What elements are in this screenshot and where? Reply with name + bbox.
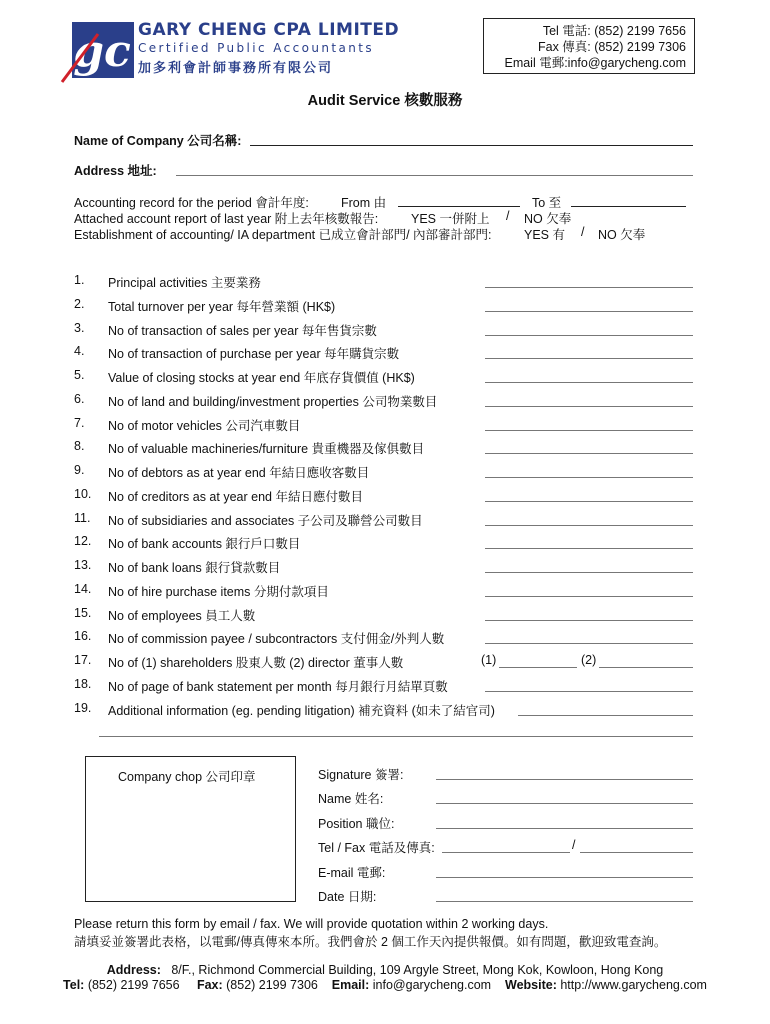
question-text: No of (1) shareholders 股東人數 (2) director 董事人數: [108, 656, 404, 670]
gc-logo-icon: [58, 18, 138, 84]
question-answer-field[interactable]: [485, 620, 693, 621]
signature-field-input[interactable]: [436, 779, 693, 780]
attached-yes-option[interactable]: YES 一併附上: [411, 212, 490, 226]
question-answer-field[interactable]: [485, 548, 693, 549]
question-text: No of subsidiaries and associates 子公司及聯營公司數目: [108, 514, 423, 528]
footer-email-value[interactable]: info@garycheng.com: [372, 978, 492, 992]
brand-block: [138, 20, 400, 76]
return-note-cn: 請填妥並簽署此表格，以電郵/傳真傳來本所。我們會於 2 個工作天內提供報價。如有問題，歡迎致電查詢。: [74, 935, 667, 949]
footer-contacts: [0, 978, 770, 992]
question-answer-field[interactable]: [518, 715, 693, 716]
question-text: No of hire purchase items 分期付款項目: [108, 585, 329, 599]
company-chop-box[interactable]: [85, 756, 296, 902]
question-number: 1.: [74, 273, 85, 287]
question-number: 11.: [74, 511, 91, 525]
question-answer-field[interactable]: [485, 358, 693, 359]
signature-field-label: Tel / Fax 電話及傳真:: [318, 841, 435, 855]
question-answer-field[interactable]: [485, 572, 693, 573]
period-from-field[interactable]: [398, 206, 520, 207]
company-name-en: GARY CHENG CPA LIMITED: [138, 20, 400, 40]
question-text: No of valuable machineries/furniture 貴重機器及傢俱數目: [108, 442, 425, 456]
address-label: Address 地址:: [74, 164, 157, 178]
signature-field-label: Signature 簽署:: [318, 768, 404, 782]
question-text: No of bank loans 銀行貸款數目: [108, 561, 281, 575]
attached-no-option[interactable]: NO 欠奉: [524, 212, 572, 226]
question-text: No of motor vehicles 公司汽車數目: [108, 419, 301, 433]
signature-field-label: Position 職位:: [318, 817, 395, 831]
question-text: No of transaction of purchase per year 每年購貨宗數: [108, 347, 400, 361]
section-divider: [99, 736, 693, 737]
question-text: No of debtors as at year end 年結日應收客數目: [108, 466, 370, 480]
question-number: 8.: [74, 439, 85, 453]
contact-box: [483, 18, 695, 74]
q17-directors-field[interactable]: [599, 667, 693, 668]
footer-address-label: Address:: [106, 963, 161, 977]
signature-field-input[interactable]: [436, 803, 693, 804]
question-text: No of commission payee / subcontractors 支付佣金/外判人數: [108, 632, 445, 646]
question-number: 7.: [74, 416, 85, 430]
question-text: Additional information (eg. pending litigation) 補充資料 (如未了結官司): [108, 704, 495, 718]
footer-tel-label: Tel:: [63, 978, 85, 992]
question-number: 13.: [74, 558, 92, 572]
question-number: 18.: [74, 677, 92, 691]
question-answer-field[interactable]: [485, 453, 693, 454]
question-text: No of bank accounts 銀行戶口數目: [108, 537, 301, 551]
signature-field-input[interactable]: [436, 828, 693, 829]
question-answer-field[interactable]: [485, 287, 693, 288]
signature-field-label: Name 姓名:: [318, 792, 384, 806]
question-number: 3.: [74, 321, 85, 335]
contact-fax: Fax 傳真: (852) 2199 7306: [538, 40, 686, 54]
question-text: Value of closing stocks at year end 年底存貨價值 (HK$): [108, 371, 415, 385]
attached-slash: /: [506, 209, 510, 223]
from-label: From 由: [341, 196, 387, 210]
question-answer-field[interactable]: [485, 501, 693, 502]
question-answer-field[interactable]: [485, 525, 693, 526]
establishment-no-option[interactable]: NO 欠奉: [598, 228, 646, 242]
svg-text:gc: gc: [73, 26, 131, 77]
establishment-yes-option[interactable]: YES 有: [524, 228, 565, 242]
question-number: 19.: [74, 701, 92, 715]
address-field[interactable]: [176, 175, 693, 176]
question-answer-field[interactable]: [485, 643, 693, 644]
footer-fax-label: Fax:: [196, 978, 223, 992]
question-number: 2.: [74, 297, 85, 311]
company-name-label: Name of Company 公司名稱:: [74, 134, 242, 148]
question-number: 15.: [74, 606, 92, 620]
question-text: No of transaction of sales per year 每年售貨宗數: [108, 324, 377, 338]
question-text: Principal activities 主要業務: [108, 276, 261, 290]
question-number: 16.: [74, 629, 92, 643]
footer-address: [0, 963, 770, 977]
question-answer-field[interactable]: [485, 311, 693, 312]
establishment-label: Establishment of accounting/ IA department 已成立會計部門/ 內部審計部門:: [74, 228, 492, 242]
question-answer-field[interactable]: [485, 406, 693, 407]
return-note-en: Please return this form by email / fax. We will provide quotation within 2 working days.: [74, 917, 549, 931]
question-number: 12.: [74, 534, 92, 548]
contact-tel: Tel 電話: (852) 2199 7656: [542, 24, 686, 38]
period-to-field[interactable]: [571, 206, 686, 207]
q17-shareholders-field[interactable]: [499, 667, 577, 668]
footer-tel-value: (852) 2199 7656: [87, 978, 180, 992]
establishment-slash: /: [581, 225, 585, 239]
question-number: 5.: [74, 368, 85, 382]
period-label: Accounting record for the period 會計年度:: [74, 196, 309, 210]
question-answer-field[interactable]: [485, 691, 693, 692]
question-text: No of page of bank statement per month 每月銀行月結單頁數: [108, 680, 448, 694]
company-logo: [58, 18, 138, 84]
company-name-cn: 加多利會計師事務所有限公司: [138, 61, 334, 76]
contact-email: Email 電郵:info@garycheng.com: [504, 56, 686, 70]
signature-field-input[interactable]: [436, 877, 693, 878]
question-number: 14.: [74, 582, 92, 596]
question-number: 4.: [74, 344, 85, 358]
question-number: 6.: [74, 392, 85, 406]
to-label: To 至: [532, 196, 562, 210]
q17-directors-label: (2): [581, 653, 597, 667]
question-answer-field[interactable]: [485, 477, 693, 478]
question-text: No of creditors as at year end 年結日應付數目: [108, 490, 363, 504]
question-text: No of employees 員工人數: [108, 609, 256, 623]
tel-field[interactable]: [442, 852, 570, 853]
tel-fax-separator: /: [572, 838, 576, 852]
question-text: Total turnover per year 每年營業額 (HK$): [108, 300, 336, 314]
footer-website-label: Website:: [505, 978, 557, 992]
footer-address-value: 8/F., Richmond Commercial Building, 109 Argyle Street, Mong Kok, Kowloon, Hong Kong: [171, 963, 664, 977]
signature-field-input[interactable]: [436, 901, 693, 902]
question-answer-field[interactable]: [485, 430, 693, 431]
signature-field-label: Date 日期:: [318, 890, 377, 904]
question-number: 10.: [74, 487, 92, 501]
question-number: 17.: [74, 653, 92, 667]
question-number: 9.: [74, 463, 85, 477]
footer-fax-value: (852) 2199 7306: [226, 978, 318, 992]
question-text: No of land and building/investment properties 公司物業數目: [108, 395, 438, 409]
footer-website-value[interactable]: http://www.garycheng.com: [560, 978, 707, 992]
signature-field-label: E-mail 電郵:: [318, 866, 386, 880]
question-answer-field[interactable]: [485, 335, 693, 336]
question-answer-field[interactable]: [485, 382, 693, 383]
page-title: Audit Service 核數服務: [307, 93, 463, 109]
company-chop-label: Company chop 公司印章: [118, 770, 256, 784]
company-name-field[interactable]: [250, 145, 693, 146]
company-subtitle: Certified Public Accountants: [138, 41, 375, 55]
q17-shareholders-label: (1): [481, 653, 497, 667]
attached-report-label: Attached account report of last year 附上去年核數報告:: [74, 212, 379, 226]
footer-email-label: Email:: [331, 978, 370, 992]
question-answer-field[interactable]: [485, 596, 693, 597]
fax-field[interactable]: [580, 852, 693, 853]
